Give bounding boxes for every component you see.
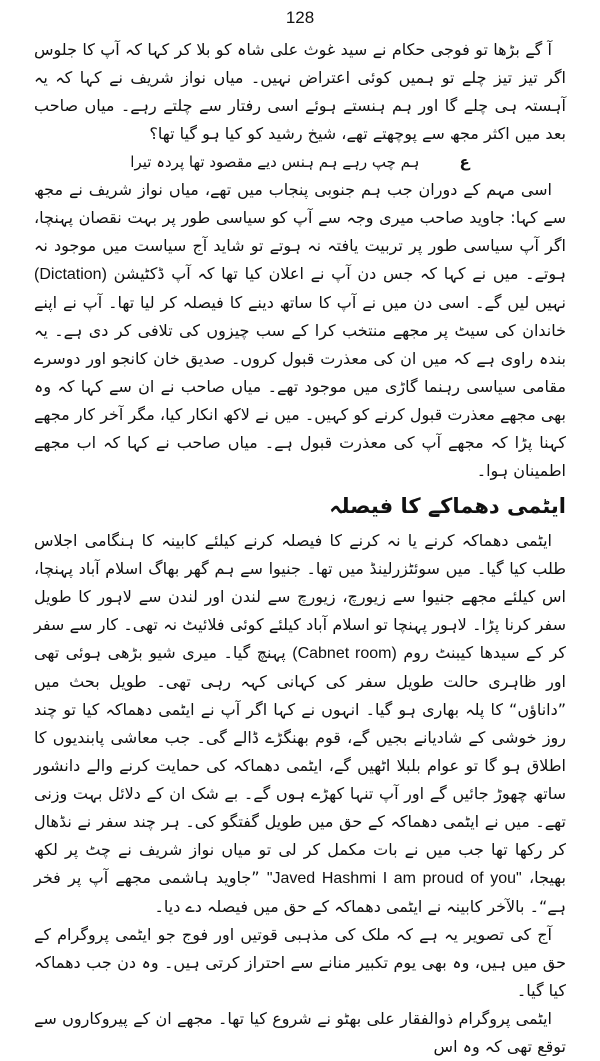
paragraph-south-punjab-part1: اسی مہم کے دوران جب ہم جنوبی پنجاب میں تھے، میاں نواز شریف نے مجھ سے کہا: جاوید صاحب میری وجہ سے آپ کو سیاسی طور پر بہت نقصان پہنچا، اگر آپ سیاسی طور پر تربیت یافتہ نہ ہوتے تو شاید آج سیاست میں موجود نہ ہوتے۔ میں نے کہا کہ جس دن آپ نے اعلان کیا تھا کہ آپ ڈکٹیشن [34,180,566,283]
section-heading: ایٹمی دھماکے کا فیصلہ [329,494,566,518]
paragraph-cabinet-part2: پہنچ گیا۔ میری شیو بڑھی ہوئی تھی اور ظاہری حالت طویل سفر کی کہانی کہہ رہی تھی۔ طویل بحث میں ”داناؤں“ کا پلہ بھاری ہو گیا۔ انہوں نے کہا اگر آپ نے ایٹمی دھماکہ کیا تو چند روز خوشی کے شادیانے بجیں گے، قوم بھنگڑے ڈالے گی۔ جب معاشی پابندیوں کا اطلاق ہو گا تو عوام بلبلا اٹھیں گے، ایٹمی دھماکہ کی حمایت کرنے والے دانشور ساتھ چھوڑ جائیں گے اور آپ تنہا کھڑے ہوں گے۔ بے شک ان کے دلائل بہت وزنی تھے۔ میں نے ایٹمی دھماکہ کے حق میں طویل گفتگو کی۔ ہر چند سفر نے نڈھال کر رکھا تھا جب میں نے بات مکمل کر لی تو میاں نواز شریف نے چٹ پر لکھ بھیجا، [34,643,566,887]
paragraph-today: آج کی تصویر یہ ہے کہ ملک کی مذہبی قوتیں اور فوج جو ایٹمی پروگرام کے حق میں ہیں، وہ بھی یوم تکبیر منانے سے احتراز کرتی ہیں۔ وہ دن جب دھماکہ کیا گیا۔ [34,925,566,1000]
paragraph-south-punjab-part2: نہیں لیں گے۔ اسی دن میں نے آپ کا ساتھ دینے کا فیصلہ کر لیا تھا۔ آپ نے اپنے خاندان کی سیٹ پر مجھے منتخب کرا کے سب چیزوں کی تلافی کر دی ہے۔ یہ بندہ راوی ہے کہ میں ان کی معذرت قبول کروں۔ صدیق خان کانجو اور دوسرے مقامی سیاسی رہنما گاڑی میں موجود تھے۔ میاں صاحب نے ان سے کہا کہ وہ بھی مجھے معذرت قبول کرنے کو کہیں۔ میں نے لاکھ انکار کیا، مگر آخر کار مجھے کہنا پڑا کہ مجھے آپ کی معذرت قبول ہے۔ میاں صاحب نے کہا کہ اب مجھے اطمینان ہوا۔ [34,293,566,480]
paragraph-cabinet-part1: ایٹمی دھماکہ کرنے یا نہ کرنے کا فیصلہ کرنے کیلئے کابینہ کا ہنگامی اجلاس طلب کیا گیا۔ میں سوئٹزرلینڈ میں تھا۔ جنیوا سے ہم گھر بھاگ اسلام آباد پہنچا، اس کیلئے مجھے جنیوا سے زیورچ، زیورچ سے لندن اور لندن سے لاہور کا طویل سفر کرنا پڑا۔ لاہور پہنچا تو اسلام آباد کیلئے کوئی فلائیٹ نہ تھی۔ کار سے سفر کر کے سیدھا کیبنٹ روم [34,531,567,662]
paragraph-south-punjab [34,176,566,485]
page-number: 128 [285,8,315,27]
cabnet-room-term: (Cabnet room) [292,645,397,662]
paragraph-cabinet-part3: ”جاوید ہاشمی مجھے آپ پر فخر ہے“۔ بالآخر کابینہ نے ایٹمی دھماکہ کے حق میں فیصلہ دے دیا۔ [34,868,566,916]
verse-marker: ع [459,153,470,171]
paragraph-procession: آ گے بڑھا تو فوجی حکام نے سید غوث علی شاہ کو بلا کر کہا کہ آپ کا جلوس اگر تیز تیز چلے تو ہمیں کوئی اعتراض نہیں۔ میاں نواز شریف نے کہا کہ یہ آہستہ ہی چلے گا اور ہم ہنستے ہوئے اسی رفتار سے چلتے رہے۔ میاں صاحب بعد میں اکثر مجھ سے پوچھتے تھے، شیخ رشید کو کیا ہو گیا تھا؟ [34,40,566,143]
english-quote: "Javed Hashmi I am proud of you" [266,870,522,887]
verse-text: ہم چپ رہے ہم ہنس دیے مقصود تھا پردہ تیرا [130,153,420,171]
paragraph-cabinet [34,527,566,921]
paragraph-bhutto: ایٹمی پروگرام ذوالفقار علی بھٹو نے شروع کیا تھا۔ مجھے ان کے پیروکاروں سے توقع تھی کہ وہ اس [34,1009,566,1056]
page-body [34,36,566,1061]
dictation-term: (Dictation) [34,266,107,283]
verse-line [34,148,566,176]
